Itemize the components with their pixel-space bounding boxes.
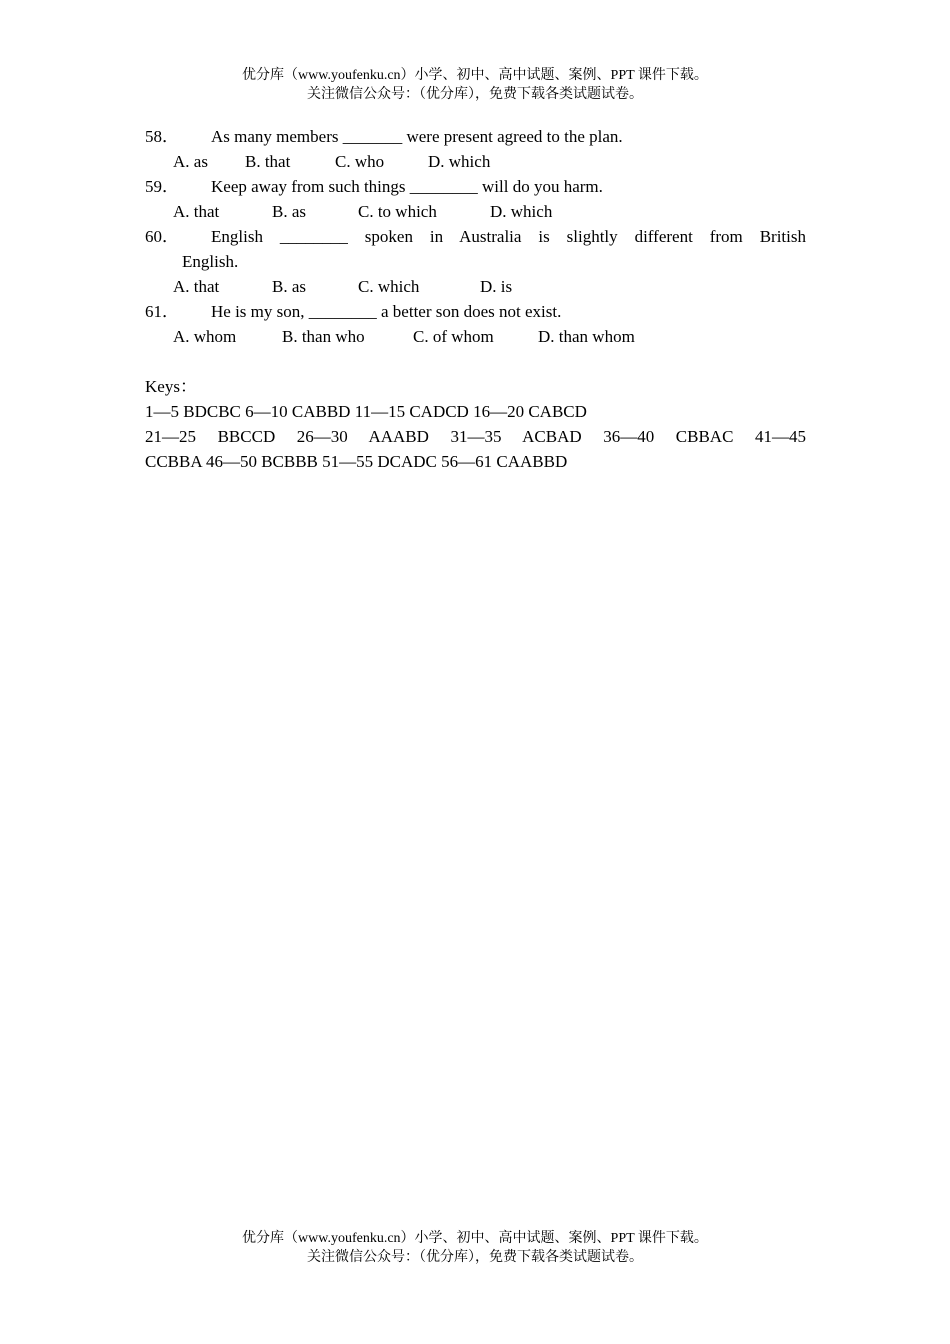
option-b: B. that [245,152,291,171]
question-61 [145,299,806,324]
question-number: 61． [145,302,179,321]
option-d: D. which [428,152,491,171]
options-60 [145,274,806,299]
question-text: As many members _______ were present agreed to the plan. [211,127,623,146]
footer-line-2: 关注微信公众号：（优分库），免费下载各类试题试卷。 [307,1250,643,1265]
option-d: D. which [490,202,553,221]
option-d: D. than whom [538,327,635,346]
question-59 [145,174,806,199]
option-b: B. than who [282,327,365,346]
header-line-2: 关注微信公众号：（优分库），免费下载各类试题试卷。 [307,87,643,102]
option-a: A. that [173,202,220,221]
keys-line-2: 21—25 BBCCD 26—30 AAABD 31—35 ACBAD 36—40 CBBAC 41—45 [145,427,806,446]
option-a: A. as [173,152,208,171]
keys-line-1: 1—5 BDCBC 6—10 CABBD 11—15 CADCD 16—20 CABCD [145,402,587,421]
header-line-1: 优分库（www.youfenku.cn）小学、初中、高中试题、案例、PPT 课件下载。 [242,68,708,83]
page-header [0,66,950,104]
options-61 [145,324,806,349]
option-a: A. whom [173,327,237,346]
question-number: 60． [145,227,179,246]
question-60-continued: English. [182,252,239,271]
option-c: C. of whom [413,327,494,346]
option-c: C. which [358,277,420,296]
option-d: D. is [480,277,513,296]
option-c: C. to which [358,202,437,221]
question-60 [145,224,806,249]
options-59 [145,199,806,224]
option-a: A. that [173,277,220,296]
question-text: He is my son, ________ a better son does not exist. [211,302,562,321]
page-footer [0,1229,950,1267]
option-b: B. as [272,277,306,296]
question-number: 59． [145,177,179,196]
question-text: Keep away from such things ________ will do you harm. [211,177,603,196]
keys-label: Keys： [145,377,197,396]
keys-line-3: CCBBA 46—50 BCBBB 51—55 DCADC 56—61 CAABBD [145,452,568,471]
option-c: C. who [335,152,385,171]
footer-line-1: 优分库（www.youfenku.cn）小学、初中、高中试题、案例、PPT 课件下载。 [242,1231,708,1246]
option-b: B. as [272,202,306,221]
question-number: 58． [145,127,179,146]
document-body [145,124,806,474]
options-58 [145,149,806,174]
question-text: English ________ spoken in Australia is slightly different from British [211,227,806,246]
question-58 [145,124,806,149]
spacer [145,349,806,374]
